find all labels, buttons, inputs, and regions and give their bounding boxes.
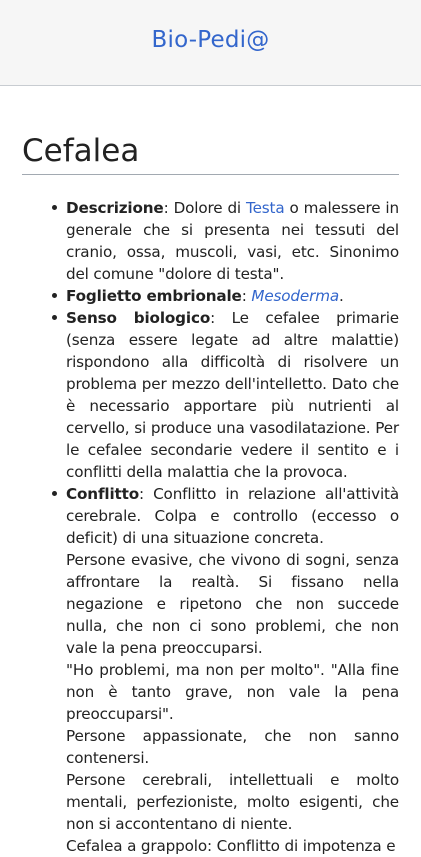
term-descrizione: Descrizione [66, 199, 164, 217]
bullet-icon [52, 315, 57, 320]
list-item-conflitto [66, 483, 399, 857]
conflitto-paragraph: Cefalea a grappolo: Conflitto di impotenza e [66, 837, 396, 855]
bullet-icon [52, 205, 57, 210]
info-list [22, 197, 399, 857]
list-item-foglietto [66, 285, 399, 307]
descrizione-text-after: o malessere in generale che si presenta nei tessuti del cranio, ossa, muscoli, vasi, etc. Sinonimo del comune "dolore di testa". [66, 199, 399, 283]
article-content [22, 128, 399, 857]
site-title-link[interactable]: Bio-Pedi@ [151, 27, 270, 53]
list-item-senso [66, 307, 399, 483]
bullet-icon [52, 293, 57, 298]
separator: : [241, 287, 252, 305]
senso-text: Le cefalee primarie (senza essere legate ad altre malattie) rispondono alla difficoltà di risolvere un problema per mezzo dell'intelletto. Dato che è necessario apportare più nutrienti al cervello, si produce una vasodilatazione. Per le cefalee secondarie vedere il sentito e i conflitti della malattia che la provoca. [66, 309, 399, 481]
conflitto-paragraph: Persone cerebrali, intellettuali e molto mentali, perfezioniste, molto esigenti, che non si accontentano di niente. [66, 771, 399, 833]
separator: : [163, 199, 174, 217]
conflitto-paragraph: Persone appassionate, che non sanno contenersi. [66, 727, 399, 767]
list-item-descrizione [66, 197, 399, 285]
term-foglietto: Foglietto embrionale [66, 287, 242, 305]
separator: : [139, 485, 154, 503]
page-title: Cefalea [22, 128, 399, 175]
conflitto-text: Conflitto in relazione all'attività cerebrale. Colpa e controllo (eccesso o deficit) di una situazione concreta. [66, 485, 399, 547]
term-conflitto: Conflitto [66, 485, 140, 503]
site-header [0, 0, 421, 86]
descrizione-text-before: Dolore di [173, 199, 247, 217]
foglietto-text-after: . [339, 287, 344, 305]
separator: : [210, 309, 232, 327]
link-mesoderma[interactable]: Mesoderma [251, 287, 340, 305]
conflitto-paragraph: "Ho problemi, ma non per molto". "Alla fine non è tanto grave, non vale la pena preoccuparsi". [66, 661, 399, 723]
term-senso: Senso biologico [66, 309, 211, 327]
link-testa[interactable]: Testa [246, 199, 285, 217]
bullet-icon [52, 491, 57, 496]
conflitto-paragraph: Persone evasive, che vivono di sogni, senza affrontare la realtà. Si fissano nella negazione e ripetono che non succede nulla, che non ci sono problemi, che non vale la pena preoccuparsi. [66, 551, 399, 657]
